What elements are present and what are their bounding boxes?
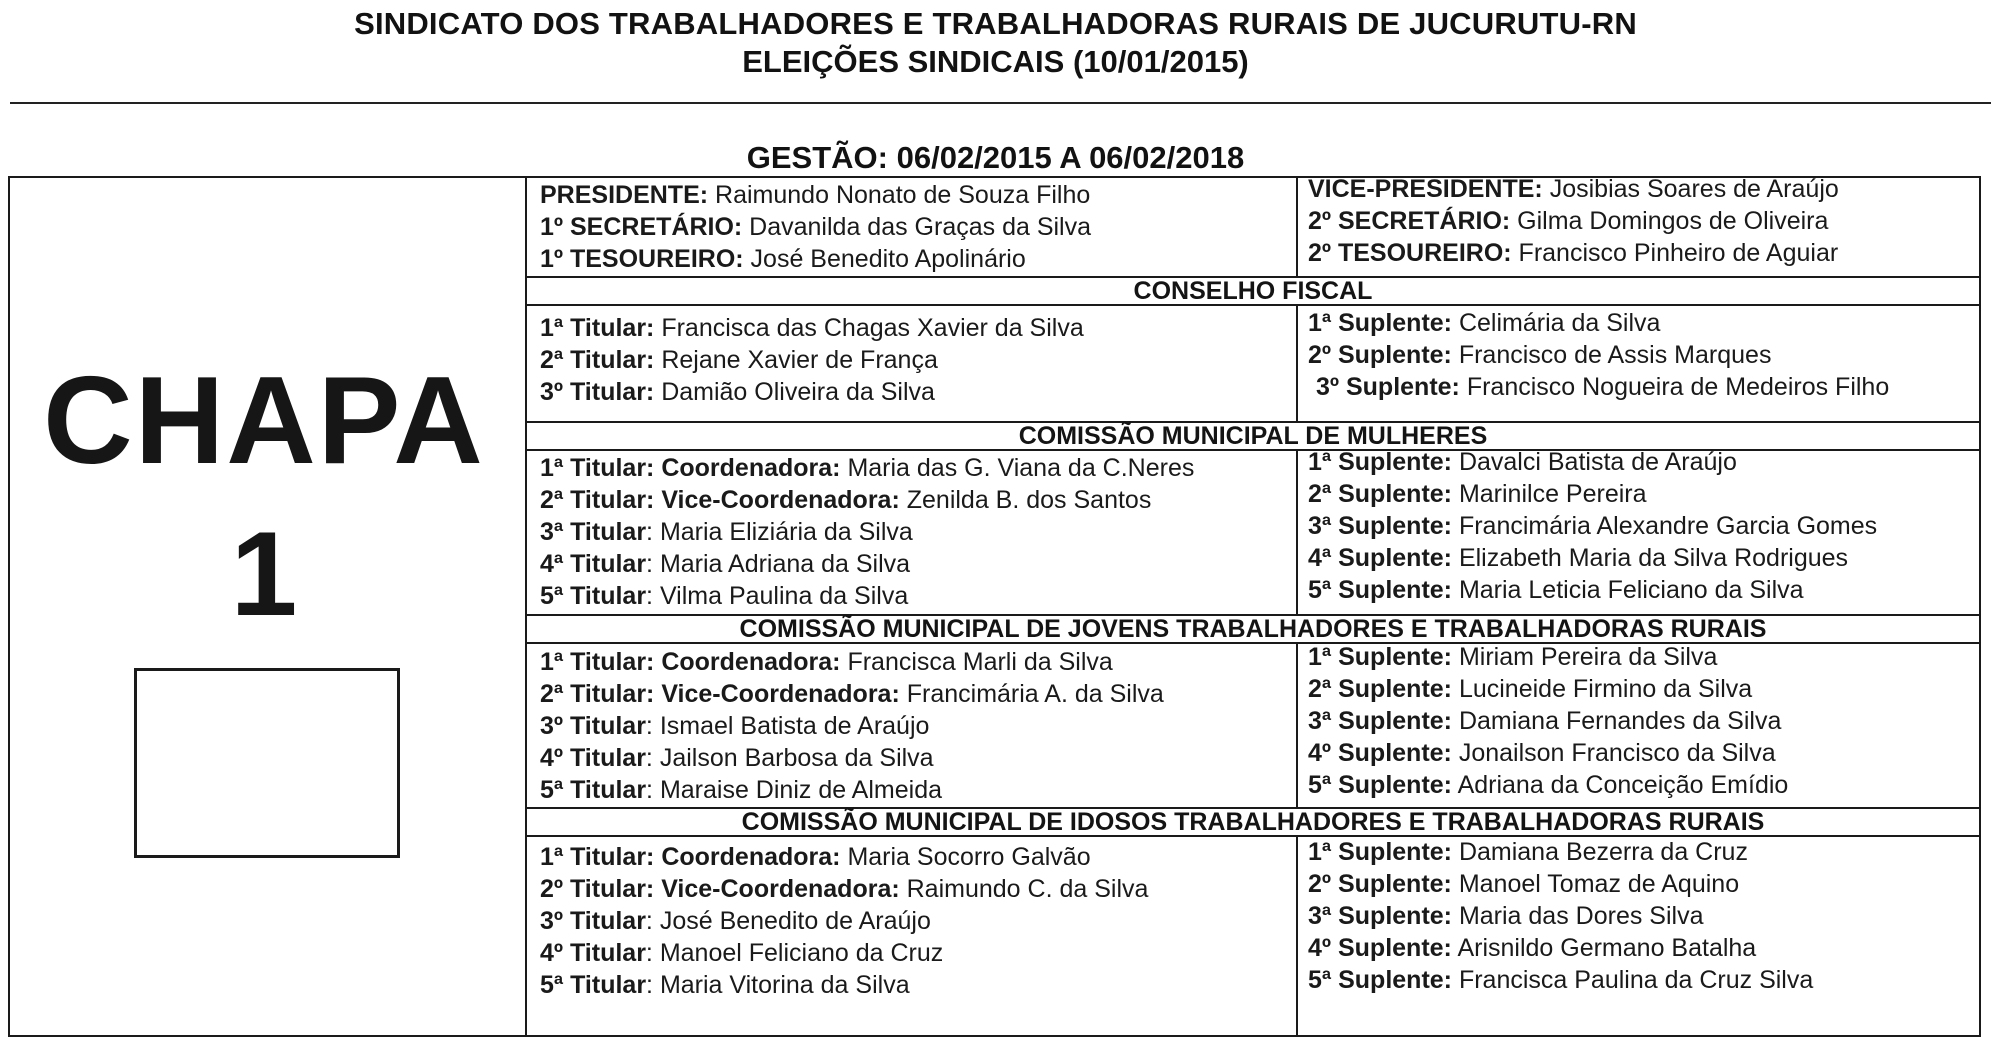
- member-line: 3º Titular: José Benedito de Araújo: [540, 907, 931, 935]
- member-line: 5ª Suplente: Maria Leticia Feliciano da Silva: [1308, 576, 1804, 604]
- member-line: 3ª Suplente: Maria das Dores Silva: [1308, 902, 1704, 930]
- jovens-suplentes: [1308, 641, 1788, 801]
- member-line: 3º Titular: Ismael Batista de Araújo: [540, 712, 930, 740]
- chapa-label: CHAPA: [43, 352, 485, 490]
- member-line: 5ª Titular: Maria Vitorina da Silva: [540, 971, 910, 999]
- center-divider-diretoria: [1296, 176, 1298, 276]
- member-line: 2ª Titular: Rejane Xavier de França: [540, 346, 938, 374]
- member-line: 4º Titular: Manoel Feliciano da Cruz: [540, 939, 944, 967]
- member-line: 5ª Suplente: Adriana da Conceição Emídio: [1308, 771, 1789, 799]
- conselho-fiscal-titulares: [540, 312, 1084, 408]
- member-line: 2º Suplente: Francisco de Assis Marques: [1308, 341, 1772, 369]
- member-line: 1º TESOUREIRO: José Benedito Apolinário: [540, 245, 1026, 273]
- member-line: 2º Titular: Vice-Coordenadora: Raimundo C. da Silva: [540, 875, 1149, 903]
- member-line: 3º Titular: Damião Oliveira da Silva: [540, 378, 935, 406]
- section-title-conselho-fiscal: CONSELHO FISCAL: [1133, 277, 1373, 305]
- section-title-jovens: COMISSÃO MUNICIPAL DE JOVENS TRABALHADORES E TRABALHADORAS RURAIS: [739, 615, 1767, 643]
- gestao-period: GESTÃO: 06/02/2015 A 06/02/2018: [746, 140, 1245, 175]
- member-line: 3ª Suplente: Damiana Fernandes da Silva: [1308, 707, 1782, 735]
- member-line: 2º TESOUREIRO: Francisco Pinheiro de Aguiar: [1308, 239, 1839, 267]
- center-divider-jovens: [1296, 642, 1298, 807]
- chapa-number: 1: [230, 507, 298, 641]
- member-line: 3ª Suplente: Francimária Alexandre Garcia Gomes: [1308, 512, 1878, 540]
- member-line: 4º Titular: Jailson Barbosa da Silva: [540, 744, 934, 772]
- diretoria-left: [540, 179, 1091, 275]
- member-line: 4º Suplente: Jonailson Francisco da Silva: [1308, 739, 1776, 767]
- member-line: 1ª Titular: Francisca das Chagas Xavier da Silva: [540, 314, 1084, 342]
- member-line: 1ª Suplente: Miriam Pereira da Silva: [1308, 643, 1718, 671]
- member-line: 2º Suplente: Manoel Tomaz de Aquino: [1308, 870, 1740, 898]
- member-line: PRESIDENTE: Raimundo Nonato de Souza Filho: [540, 181, 1091, 209]
- header-divider: [10, 102, 1991, 104]
- center-divider-conselho: [1296, 304, 1298, 421]
- member-line: 1ª Titular: Coordenadora: Maria Socorro Galvão: [540, 843, 1091, 871]
- member-line: 1ª Suplente: Celimária da Silva: [1308, 309, 1661, 337]
- mulheres-titulares: [540, 452, 1194, 612]
- document-subtitle: ELEIÇÕES SINDICAIS (10/01/2015): [742, 44, 1249, 79]
- vote-mark-box[interactable]: [134, 668, 400, 858]
- member-line: 2º SECRETÁRIO: Gilma Domingos de Oliveira: [1308, 207, 1829, 235]
- conselho-fiscal-suplentes: [1308, 307, 1889, 403]
- member-line: 3ª Titular: Maria Eliziária da Silva: [540, 518, 913, 546]
- member-line: 4º Suplente: Arisnildo Germano Batalha: [1308, 934, 1757, 962]
- center-divider-mulheres: [1296, 449, 1298, 614]
- member-line: 1ª Titular: Coordenadora: Maria das G. Viana da C.Neres: [540, 454, 1195, 482]
- mulheres-suplentes: [1308, 446, 1877, 606]
- member-line: 1ª Suplente: Davalci Batista de Araújo: [1308, 448, 1737, 476]
- member-line: 2ª Suplente: Lucineide Firmino da Silva: [1308, 675, 1753, 703]
- member-line: 1ª Suplente: Damiana Bezerra da Cruz: [1308, 838, 1748, 866]
- member-line: 2ª Titular: Vice-Coordenadora: Francimária A. da Silva: [540, 680, 1164, 708]
- idosos-titulares: [540, 841, 1148, 1001]
- member-line: 2ª Titular: Vice-Coordenadora: Zenilda B. dos Santos: [540, 486, 1152, 514]
- member-line: 4ª Titular: Maria Adriana da Silva: [540, 550, 911, 578]
- idosos-suplentes: [1308, 836, 1813, 996]
- jovens-titulares: [540, 646, 1164, 806]
- center-divider-idosos: [1296, 835, 1298, 1037]
- member-line: 5ª Titular: Vilma Paulina da Silva: [540, 582, 909, 610]
- member-line: 4ª Suplente: Elizabeth Maria da Silva Rodrigues: [1308, 544, 1849, 572]
- member-line: 2ª Suplente: Marinilce Pereira: [1308, 480, 1647, 508]
- member-line: 1ª Titular: Coordenadora: Francisca Marli da Silva: [540, 648, 1113, 676]
- member-line: VICE-PRESIDENTE: Josibias Soares de Araújo: [1308, 175, 1839, 203]
- document-title: SINDICATO DOS TRABALHADORES E TRABALHADORAS RURAIS DE JUCURUTU-RN: [354, 6, 1637, 41]
- diretoria-right: [1308, 173, 1839, 269]
- member-line: 1º SECRETÁRIO: Davanilda das Graças da Silva: [540, 213, 1092, 241]
- section-title-mulheres: COMISSÃO MUNICIPAL DE MULHERES: [1018, 422, 1488, 450]
- member-line: 5ª Titular: Maraise Diniz de Almeida: [540, 776, 943, 804]
- member-line: 3º Suplente: Francisco Nogueira de Medeiros Filho: [1316, 373, 1890, 401]
- member-line: 5ª Suplente: Francisca Paulina da Cruz Silva: [1308, 966, 1814, 994]
- section-title-idosos: COMISSÃO MUNICIPAL DE IDOSOS TRABALHADORES E TRABALHADORAS RURAIS: [741, 808, 1765, 836]
